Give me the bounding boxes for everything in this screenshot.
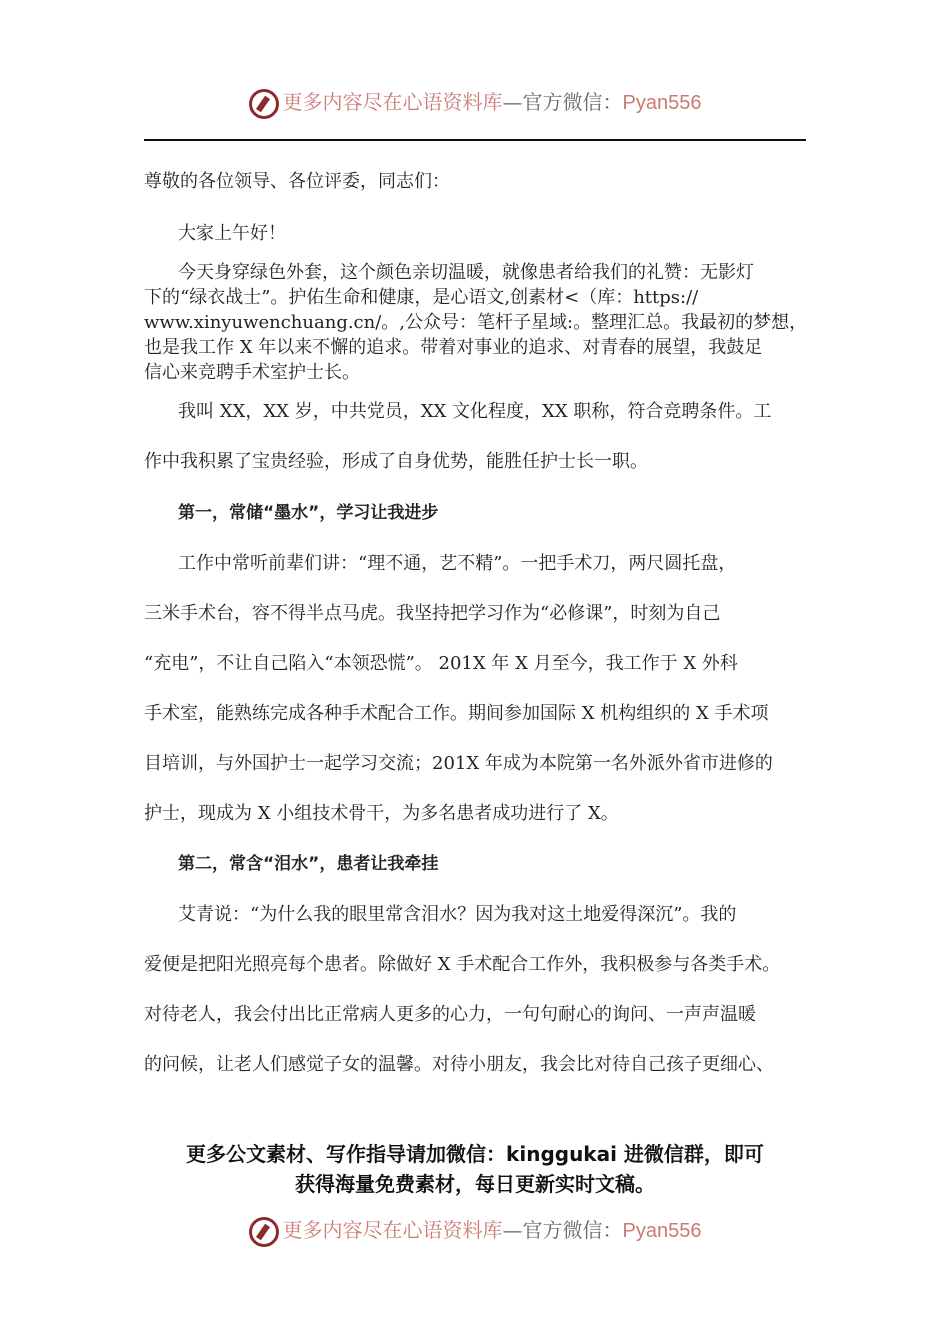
brand-wechat-label: —官方微信：: [502, 1218, 623, 1242]
header-divider: [144, 139, 806, 141]
brand-name: 更多内容尽在心语资料库: [282, 1218, 503, 1242]
paragraph-line: 也是我工作 X 年以来不懈的追求。带着对事业的追求、对青春的展望，我鼓足: [144, 337, 763, 358]
paragraph-line: 的问候，让老人们感觉子女的温馨。对待小朋友，我会比对待自己孩子更细心、: [144, 1054, 774, 1075]
paragraph-line: 今天身穿绿色外套，这个颜色亲切温暖，就像患者给我们的礼赞：无影灯: [178, 262, 754, 283]
section-heading: 第二，常含“泪水”，患者让我牵挂: [178, 854, 439, 874]
paragraph-line: www.xinyuwenchuang.cn/。,公众号：笔杆子星域:。整理汇总。我最初的梦想，: [144, 312, 808, 333]
section-heading: 第一，常储“墨水”，学习让我进步: [178, 503, 439, 523]
paragraph-line: 工作中常听前辈们讲：“理不通，艺不精”。一把手术刀，两尺圆托盘，: [178, 553, 737, 574]
brand-logo-icon: [249, 89, 279, 119]
brand-logo-icon: [249, 1217, 279, 1247]
paragraph-line: “充电”，不让自己陷入“本领恐慌”。 201X 年 X 月至今，我工作于 X 外科: [144, 653, 738, 674]
brand-wechat-label: —官方微信：: [502, 90, 623, 114]
footer-promo-line2: 获得海量免费素材，每日更新实时文稿。: [295, 1172, 655, 1196]
paragraph-line: 三米手术台，容不得半点马虎。我坚持把学习作为“必修课”，时刻为自己: [144, 603, 721, 624]
paragraph-line: 手术室，能熟练完成各种手术配合工作。期间参加国际 X 机构组织的 X 手术项: [144, 703, 769, 724]
paragraph-line: 下的“绿衣战士”。护佑生命和健康，是心语文,创素材<（库：https://: [144, 287, 699, 308]
paragraph-line: 我叫 XX，XX 岁，中共党员，XX 文化程度，XX 职称，符合竞聘条件。工: [178, 401, 772, 422]
footer-promo-line1: 更多公文素材、写作指导请加微信：kinggukai 进微信群，即可: [186, 1142, 764, 1166]
paragraph-line: 艾青说：“为什么我的眼里常含泪水？因为我对这土地爱得深沉”。我的: [178, 904, 737, 925]
paragraph-line: 护士，现成为 X 小组技术骨干，为多名患者成功进行了 X。: [144, 803, 619, 824]
brand-wechat-id: Pyan556: [622, 1220, 702, 1242]
paragraph-line: 信心来竞聘手术室护士长。: [144, 362, 360, 383]
header-brand: [0, 86, 950, 119]
brand-name: 更多内容尽在心语资料库: [282, 90, 503, 114]
brand-wechat-id: Pyan556: [622, 92, 702, 114]
greeting: 尊敬的各位领导、各位评委，同志们：: [144, 171, 450, 192]
hello: 大家上午好！: [178, 223, 286, 244]
paragraph-line: 作中我积累了宝贵经验，形成了自身优势，能胜任护士长一职。: [144, 451, 648, 472]
paragraph-line: 对待老人，我会付出比正常病人更多的心力，一句句耐心的询问、一声声温暖: [144, 1004, 756, 1025]
paragraph-line: 爱便是把阳光照亮每个患者。除做好 X 手术配合工作外，我积极参与各类手术。: [144, 954, 781, 975]
paragraph-line: 目培训，与外国护士一起学习交流；201X 年成为本院第一名外派外省市进修的: [144, 753, 773, 774]
footer-brand: [0, 1214, 950, 1247]
